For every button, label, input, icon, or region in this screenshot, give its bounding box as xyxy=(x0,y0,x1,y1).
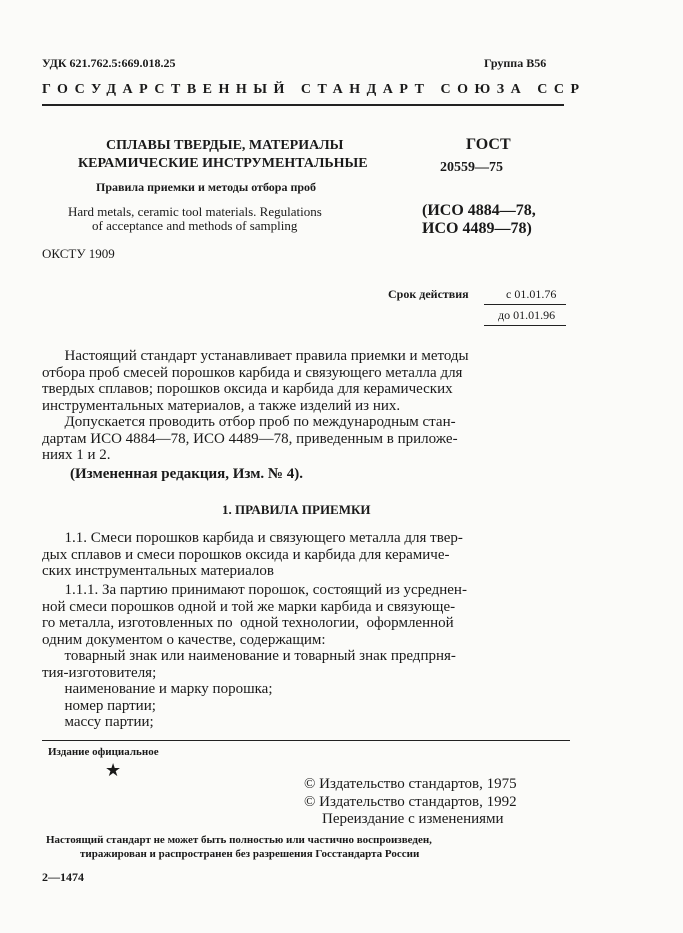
standard-header-title: ГОСУДАРСТВЕННЫЙ СТАНДАРТ СОЮЗА ССР xyxy=(42,82,586,97)
iso-reference-line1: (ИСО 4884—78, xyxy=(422,202,536,219)
udk-code: УДК 621.762.5:669.018.25 xyxy=(42,56,176,70)
text-line: 1.1.1. За партию принимают порошок, состоящий из усреднен- xyxy=(42,582,467,598)
text-line: го металла, изготовленных по одной технологии, оформленной xyxy=(42,615,454,631)
text-line: ских инструментальных материалов xyxy=(42,563,274,579)
text-line: твердых сплавов; порошков оксида и карбида для керамических xyxy=(42,381,453,397)
footer-divider xyxy=(42,740,570,741)
copyright-1992: © Издательство стандартов, 1992 xyxy=(304,794,517,810)
validity-from: с 01.01.76 xyxy=(506,287,557,301)
text-line: дых сплавов и смеси порошков оксида и карбида для керамиче- xyxy=(42,546,450,563)
okstu-code: ОКСТУ 1909 xyxy=(42,246,115,261)
text-line: 1.1. Смеси порошков карбида и связующего металла для твер- xyxy=(42,530,463,546)
list-item: тия-изготовителя; xyxy=(42,664,157,681)
gost-number: 20559—75 xyxy=(440,160,503,175)
reprint-note: Переиздание с изменениями xyxy=(322,811,504,827)
sheet-number: 2—1474 xyxy=(42,870,84,884)
text-line: одним документом о качестве, содержащим: xyxy=(42,631,326,648)
text-line: Допускается проводить отбор проб по международным стан- xyxy=(42,414,456,430)
validity-divider xyxy=(484,304,566,305)
list-item: номер партии; xyxy=(42,697,156,714)
copyright-1975: © Издательство стандартов, 1975 xyxy=(304,776,517,792)
gost-label: ГОСТ xyxy=(466,136,511,153)
document-title-line1: СПЛАВЫ ТВЕРДЫЕ, МАТЕРИАЛЫ xyxy=(106,138,344,153)
english-title-line1: Hard metals, ceramic tool materials. Regulations xyxy=(68,204,322,219)
text-line: ной смеси порошков одной и той же марки карбида и связующе- xyxy=(42,598,456,615)
star-icon: ★ xyxy=(105,760,122,780)
document-title-line2: КЕРАМИЧЕСКИЕ ИНСТРУМЕНТАЛЬНЫЕ xyxy=(78,156,368,171)
english-title-line2: of acceptance and methods of sampling xyxy=(92,218,298,233)
iso-reference-line2: ИСО 4489—78) xyxy=(422,220,532,237)
reproduction-notice-line2: тиражирован и распространен без разрешения Госстандарта России xyxy=(80,848,420,860)
header-divider xyxy=(42,104,564,106)
list-item: наименование и марку порошка; xyxy=(42,681,273,697)
official-edition-label: Издание официальное xyxy=(48,746,159,758)
text-line: Настоящий стандарт устанавливает правила приемки и методы xyxy=(42,348,469,364)
intro-paragraph xyxy=(42,348,469,464)
validity-to: до 01.01.96 xyxy=(498,308,556,322)
validity-divider-bottom xyxy=(484,325,566,326)
text-line: дартам ИСО 4884—78, ИСО 4489—78, приведенным в приложе- xyxy=(42,430,458,447)
group-code: Группа В56 xyxy=(484,56,547,70)
list-item: товарный знак или наименование и товарный знак предпрня- xyxy=(42,648,456,664)
section-title: 1. ПРАВИЛА ПРИЕМКИ xyxy=(222,502,371,517)
amendment-note: (Измененная редакция, Изм. № 4). xyxy=(70,466,304,482)
text-line: отбора проб смесей порошков карбида и связующего металла для xyxy=(42,364,463,381)
requirements-list xyxy=(42,648,456,731)
clause-1-1-1 xyxy=(42,582,467,648)
document-subtitle: Правила приемки и методы отбора проб xyxy=(96,180,317,194)
validity-label: Срок действия xyxy=(388,287,469,301)
reproduction-notice-line1: Настоящий стандарт не может быть полностью или частично воспроизведен, xyxy=(46,834,432,846)
text-line: инструментальных материалов, а также изделий из них. xyxy=(42,397,401,414)
list-item: массу партии; xyxy=(42,714,154,730)
clause-1-1 xyxy=(42,530,463,580)
text-line: ниях 1 и 2. xyxy=(42,447,111,463)
